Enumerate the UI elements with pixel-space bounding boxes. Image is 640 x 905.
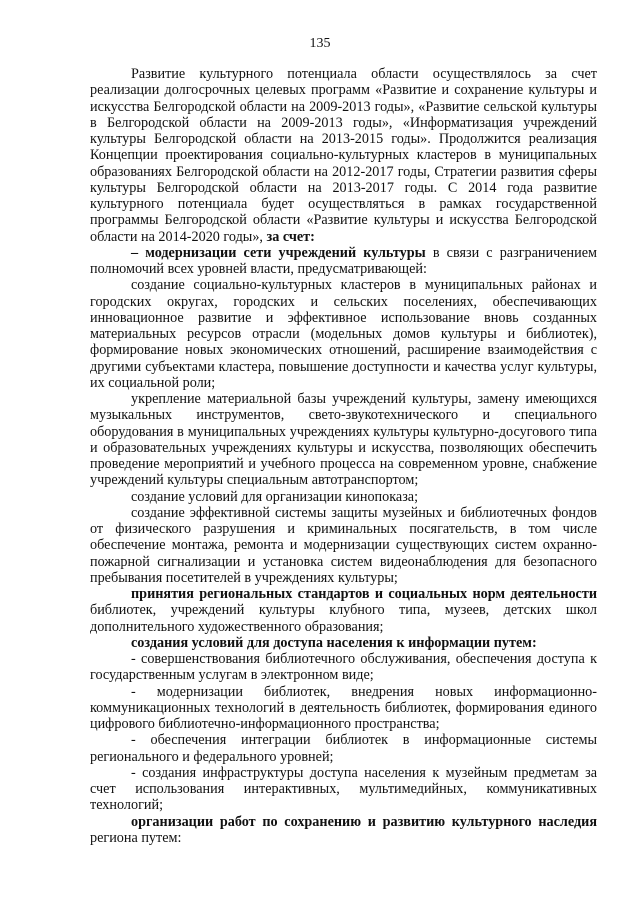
paragraph-cultural-heritage [90, 814, 597, 847]
paragraph-material-base: укрепление материальной базы учреждений культуры, замену имеющихся музыкальных инструментов, свето-звукотехнического и специального оборудования в муниципальных учреждениях культуры культурно-досугового типа и образовательных учреждениях культуры и искусства, позволяющих обеспечить проведение мероприятий и учебного процесса на современном уровне, снабжение учреждений культуры специальным автотранспортом; [90, 391, 597, 489]
paragraph-bold-text: – модернизации сети учреждений культуры [131, 244, 426, 261]
paragraph-network-modernization [90, 245, 597, 278]
paragraph-bold-text: принятия региональных стандартов и социальных норм деятельности [131, 586, 597, 602]
document-body [90, 66, 597, 846]
paragraph-information-access: создания условий для доступа населения к информации путем: [131, 634, 537, 651]
paragraph-library-service: - совершенствования библиотечного обслуживания, обеспечения доступа к государственным услугам в электронном виде; [90, 651, 597, 684]
paragraph-bold-text: за счет: [266, 228, 315, 245]
paragraph-text: Развитие культурного потенциала области осуществлялось за счет реализации долгосрочных целевых программ «Развитие и сохранение культуры и искусства Белгородской области на 2009-2013 годы», «Развитие сельской культуры в Белгородской области на 2009-2013 годы», «Информатизация учреждений культуры Белгородской области на 2013-2015 годы». Продолжится реализация Концепции проектирования социально-культурных кластеров в муниципальных образованиях Белгородской области на 2012-2017 годы, Стратегии развития сферы культуры Белгородской области на 2013-2017 годы. С 2014 года развитие культурного потенциала будет осуществляться в рамках государственной программы Белгородской области «Развитие культуры и искусства Белгородской области на 2014-2020 годы», [90, 66, 597, 245]
paragraph-protection-system: создание эффективной системы защиты музейных и библиотечных фондов от физического разрушения и криминальных посягательств, в том числе обеспечение монтажа, ремонта и модернизации существующих систем охранно-пожарной сигнализации и установка систем видеонаблюдения для безопасного пребывания посетителей в учреждениях культуры; [90, 504, 597, 586]
paragraph-library-integration: - обеспечения интеграции библиотек в информационные системы регионального и федерального уровней; [90, 732, 597, 765]
paragraph-text: в связи с разграничением полномочий всех уровней власти, предусматривающей: [90, 244, 597, 277]
paragraph-museum-infrastructure: - создания инфраструктуры доступа населения к музейным предметам за счет использования интерактивных, мультимедийных, коммуникативных технологий; [90, 764, 597, 814]
paragraph-text: библиотек, учреждений культуры клубного типа, музеев, детских школ дополнительного художественного образования; [90, 602, 597, 635]
paragraph-library-modernization: - модернизации библиотек, внедрения новых информационно-коммуникационных технологий в деятельность библиотек, формирования единого цифрового библиотечно-информационного пространства; [90, 683, 597, 732]
paragraph-cinema: создание условий для организации кинопоказа; [131, 488, 419, 505]
paragraph-text: региона путем: [90, 829, 182, 846]
paragraph-regional-standards [90, 586, 597, 635]
paragraph-clusters: создание социально-культурных кластеров в муниципальных районах и городских округах, городских и сельских поселениях, обеспечивающих инновационное развитие и эффективное использование вновь созданных материальных ресурсов отрасли (модельных домов культуры и библиотек), формирование новых экономических отношений, расширение взаимодействия с другими субъектами кластера, повышение доступности и качества услуг культуры, их социальной роли; [90, 277, 597, 391]
paragraph-programs [90, 66, 597, 245]
page-number: 135 [309, 36, 331, 51]
paragraph-bold-text: организации работ по сохранению и развитию культурного наследия [131, 813, 597, 830]
